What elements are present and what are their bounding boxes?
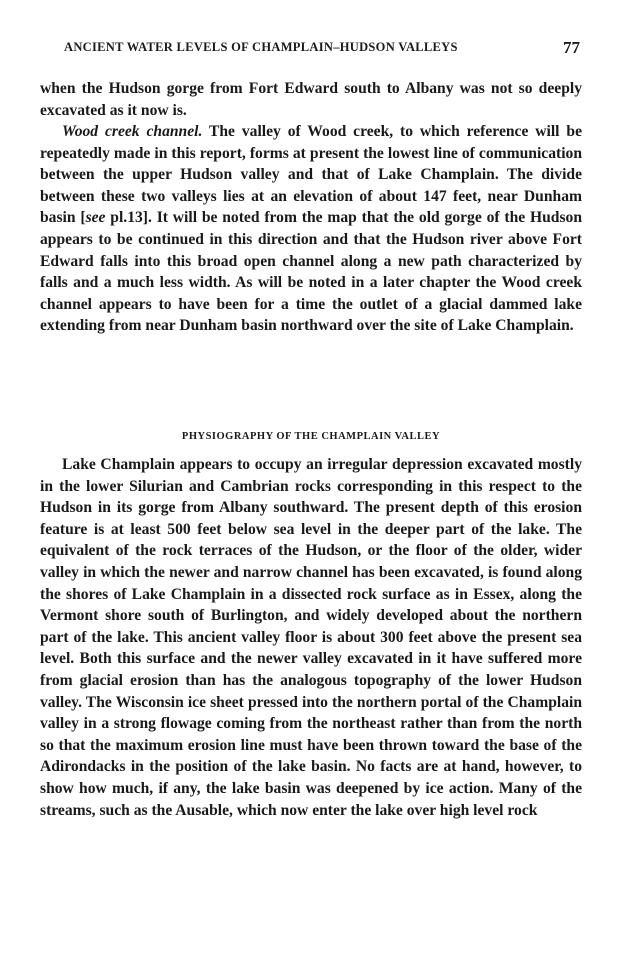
paragraph-physiography bbox=[40, 454, 582, 821]
running-header bbox=[40, 38, 580, 58]
paragraph-text: The valley of Wood creek, to which reference will be repeatedly made in this report, forms at present the lowest line of communication between the upper Hudson valley and that of Lake Champlain. The divide between these two valleys lies at an elevation of about 147 feet, near Dunham basin [ bbox=[40, 123, 582, 227]
page-number: 77 bbox=[563, 38, 580, 57]
paragraph-wood-creek bbox=[40, 121, 582, 337]
paragraph-text: when the Hudson gorge from Fort Edward south to Albany was not so deeply excavated as it now is. bbox=[40, 80, 582, 119]
paragraph-continuation bbox=[40, 78, 582, 121]
paragraph-text: Lake Champlain appears to occupy an irregular depression excavated mostly in the lower Silurian and Cambrian rocks corresponding in this respect to the Hudson in its gorge from Albany southward. The present depth of this erosion feature is at least 500 feet below sea level in the deeper part of the lake. The equivalent of the rock terraces of the Hudson, or the floor of the older, wider valley in which the newer and narrow channel has been excavated, is found along the shores of Lake Champlain in a dissected rock surface as in Essex, along the Vermont shore south of Burlington, and widely developed about the northern part of the lake. This ancient valley floor is about 300 feet above the present sea level. Both this surface and the newer valley excavated in it have suffered more from glacial erosion than has the analogous topography of the lower Hudson valley. The Wisconsin ice sheet pressed into the northern portal of the Champlain valley in a strong flowage coming from the northeast rather than from the north so that the maximum erosion line must have been thrown toward the base of the Adirondacks in the position of the lake basin. No facts are at hand, however, to show how much, if any, the lake basin was deepened by ice action. Many of the streams, such as the Ausable, which now enter the lake over high level rock bbox=[40, 456, 582, 819]
paragraph-heading: Wood creek channel. bbox=[62, 123, 203, 140]
section-heading: PHYSIOGRAPHY OF THE CHAMPLAIN VALLEY bbox=[181, 431, 441, 442]
see-reference: see bbox=[85, 209, 106, 227]
running-title: ANCIENT WATER LEVELS OF CHAMPLAIN–HUDSON VALLEYS bbox=[64, 40, 458, 54]
paragraph-text-continued: pl.13]. It will be noted from the map that the old gorge of the Hudson appears to be continued in this direction and that the Hudson river above Fort Edward falls into this broad open channel along a new path characterized by falls and a much less width. As will be noted in a later chapter the Wood creek channel appears to have been for a time the outlet of a glacial dammed lake extending from near Dunham basin northward over the site of Lake Champlain. bbox=[40, 209, 583, 335]
